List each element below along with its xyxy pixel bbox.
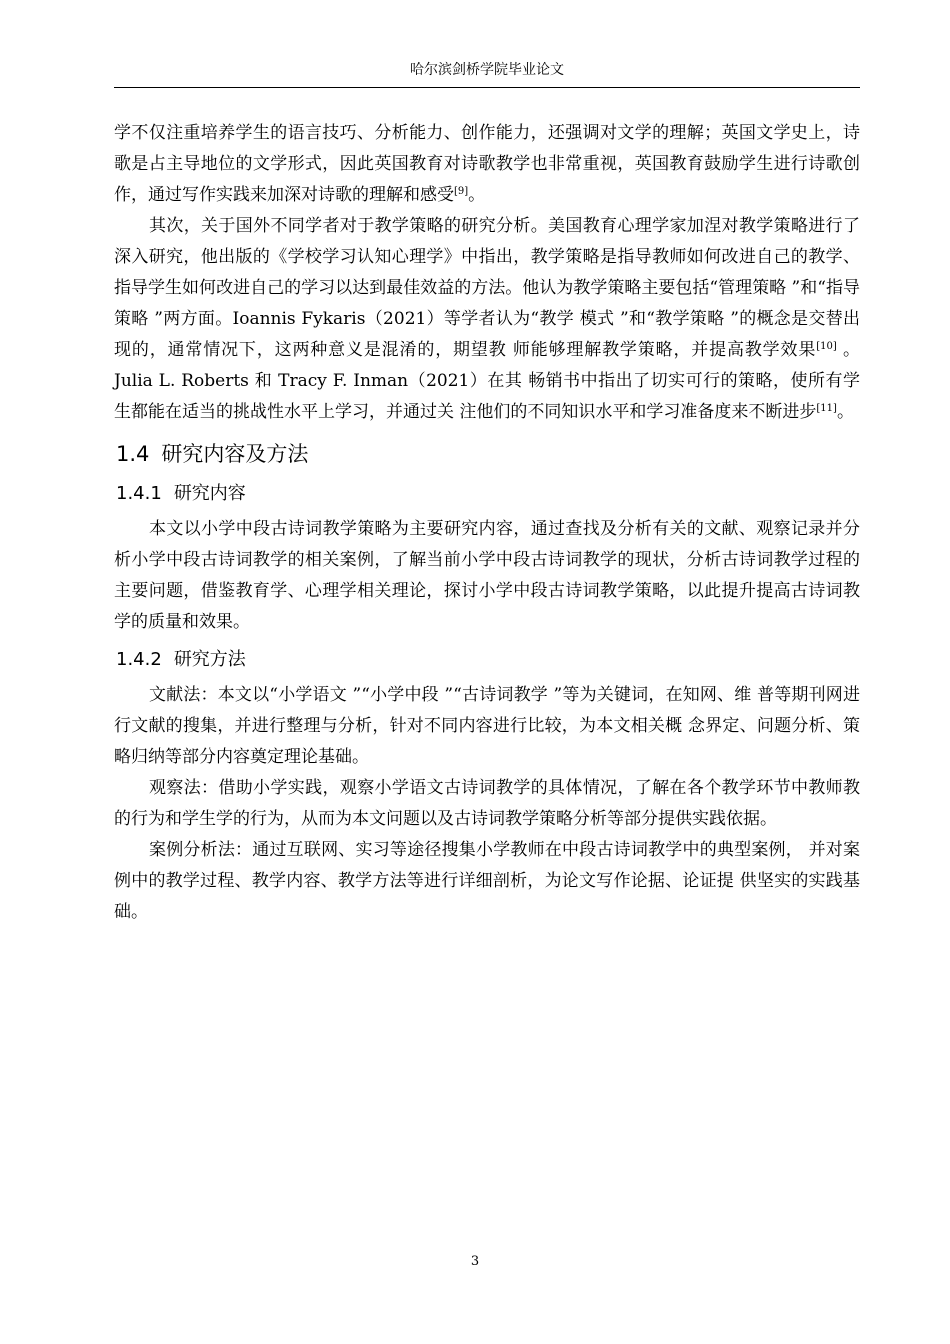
subsection-title: 研究方法 <box>173 649 246 670</box>
paragraph-text: 其次，关于国外不同学者对于教学策略的研究分析。美国教育心理学家加涅对教学策略进行了深入研究，他出版的《学校学习认知心理学》中指出，教学策略是指导教师如何改进自己的教学、指导学生如何改进自己的学习以达到最佳效益的方法。他认为教学策略主要包括“管理策略 ”和“指导策略 ”两方面。Ioannis Fykaris（2021）等学者认为“教学 模式 ”和“教学策略 ”的概念是交替出现的，通常情况下，这两种意义是混淆的，期望教 师能够理解教学策略，并提高教学效果 <box>114 216 860 360</box>
subsection-heading <box>116 478 860 510</box>
section-heading <box>116 436 860 472</box>
citation-ref: [10] <box>816 341 837 352</box>
paragraph: 本文以小学中段古诗词教学策略为主要研究内容，通过查找及分析有关的文献、观察记录并分析小学中段古诗词教学的相关案例，了解当前小学中段古诗词教学的现状，分析古诗词教学过程的主要问题，借鉴教育学、心理学相关理论，探讨小学中段古诗词教学策略，以此提升提高古诗词教学的质量和效果。 <box>114 519 860 632</box>
paragraph <box>114 118 860 211</box>
paragraph: 文献法：本文以“小学语文 ”“小学中段 ”“古诗词教学 ”等为关键词，在知网、维 普等期刊网进行文献的搜集，并进行整理与分析，针对不同内容进行比较，为本文相关概 念界定、问题分析、策略归纳等部分内容奠定理论基础。 <box>114 685 860 767</box>
paragraph-text: 。Julia L. Roberts 和 Tracy F. Inman（2021）在其 畅销书中指出了切实可行的策略，使所有学生都能在适当的挑战性水平上学习，并通过关 注他们的不同知识水平和学习准备度来不断进步 <box>114 340 860 422</box>
subsection-number: 1.4.1 <box>116 483 162 504</box>
paragraph-tail: 。 <box>468 185 486 205</box>
subsection-heading <box>116 644 860 676</box>
running-header <box>114 60 860 88</box>
page-body <box>114 118 860 928</box>
paragraph: 案例分析法：通过互联网、实习等途径搜集小学教师在中段古诗词教学中的典型案例， 并对案例中的教学过程、教学内容、教学方法等进行详细剖析，为论文写作论据、论证提 供坚实的实践基础。 <box>114 840 860 922</box>
section-number: 1.4 <box>116 442 150 466</box>
page-number: 3 <box>470 1254 480 1269</box>
section-title: 研究内容及方法 <box>161 442 309 466</box>
subsection-number: 1.4.2 <box>116 649 162 670</box>
paragraph <box>114 211 860 428</box>
paragraph-tail: 。 <box>836 402 854 422</box>
subsection-title: 研究内容 <box>173 483 246 504</box>
citation-ref: [11] <box>816 403 837 414</box>
header-title: 哈尔滨剑桥学院毕业论文 <box>410 62 564 78</box>
citation-ref: [9] <box>454 186 469 197</box>
paragraph: 观察法：借助小学实践，观察小学语文古诗词教学的具体情况，了解在各个教学环节中教师教的行为和学生学的行为，从而为本文问题以及古诗词教学策略分析等部分提供实践依据。 <box>114 778 860 829</box>
paragraph-text: 学不仅注重培养学生的语言技巧、分析能力、创作能力，还强调对文学的理解；英国文学史上，诗歌是占主导地位的文学形式，因此英国教育对诗歌教学也非常重视，英国教育鼓励学生进行诗歌创作，通过写作实践来加深对诗歌的理解和感受 <box>114 123 860 205</box>
